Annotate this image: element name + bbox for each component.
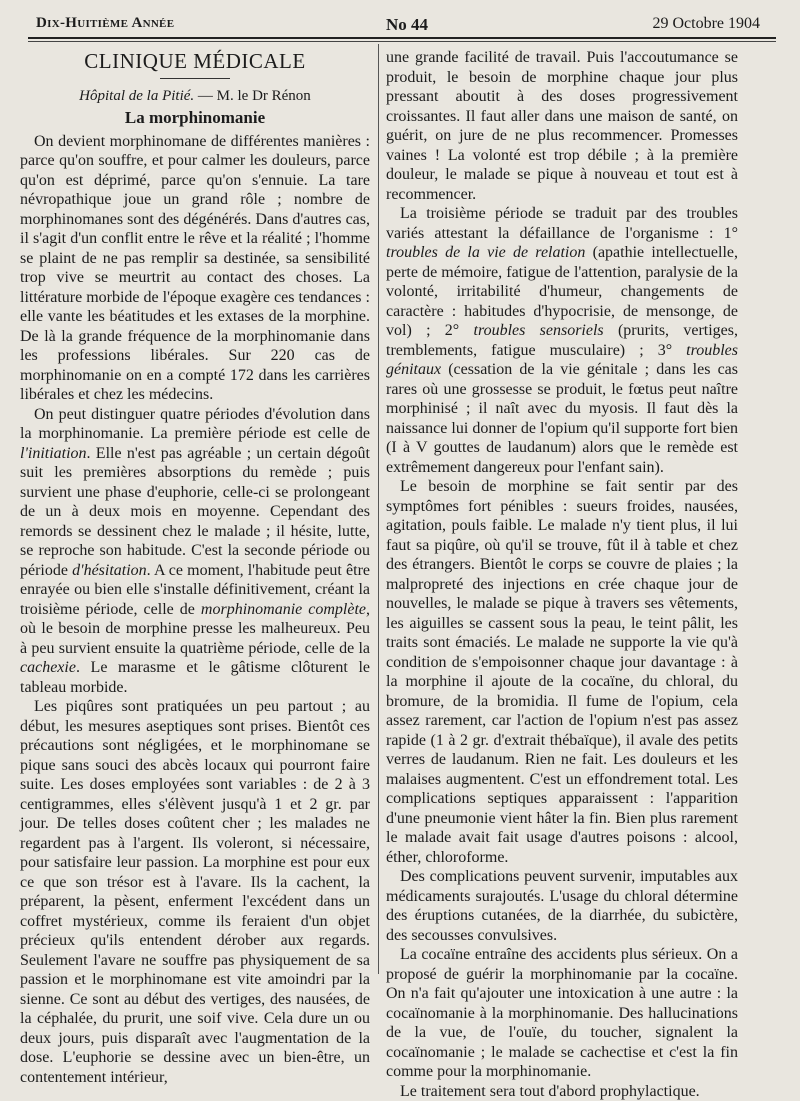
- text-run: (prurits, vertiges, tremblements, fatigue musculaire) ; 3°: [386, 322, 738, 359]
- italic-term: troubles de la vie de relation: [386, 244, 585, 261]
- header-rule: [28, 37, 776, 39]
- issue-number: No 44: [386, 15, 428, 35]
- byline-place: Hôpital de la Pitié.: [79, 88, 194, 104]
- italic-term: cachexie: [20, 659, 76, 676]
- italic-term: troubles sensoriels: [474, 322, 604, 339]
- text-run: La troisième période se traduit par des troubles variés attestant la défaillance de l'organisme : 1°: [386, 205, 738, 242]
- text-run: . Elle n'est pas agréable ; un certain dégoût suit les premières absorptions du remède ; puis survient une phase d'euphorie, celle-ci se prolongeant de un à deux mois en moyenne. Cependant des remords se dessinent chez le malade ; il hésite, lutte, se reproche son habitude. C'est la seconde période ou période: [20, 445, 370, 579]
- text-run: . Le marasme et le gâtisme clôturent le tableau morbide.: [20, 659, 370, 696]
- section-title: CLINIQUE MÉDICALE: [20, 52, 370, 72]
- column-divider: [378, 44, 379, 974]
- paragraph: [20, 405, 370, 698]
- text-run: . A ce moment, l'habitude peut être enrayée ou bien elle s'installe définitivement, créant la troisième période, celle de: [20, 562, 370, 618]
- italic-term: morphinomanie complète: [201, 601, 366, 618]
- text-run: , où le besoin de morphine presse les malheureux. Peu à peu survient ensuite la quatrième période, celle de la: [20, 601, 370, 657]
- byline: [20, 87, 370, 107]
- article-title: La morphinomanie: [20, 108, 370, 128]
- text-run: On peut distinguer quatre périodes d'évolution dans la morphinomanie. La première période est celle de: [20, 406, 370, 443]
- paragraph: [386, 204, 738, 477]
- text-run: (apathie intellectuelle, perte de mémoire, fatigue de l'attention, paralysie de la volonté, irritabilité d'humeur, changements de caractère : habitudes d'hypocrisie, de mensonge, de vol) ; 2°: [386, 244, 738, 339]
- volume-label: Dix-Huitième Année: [36, 15, 174, 32]
- issue-date: 29 Octobre 1904: [652, 15, 760, 33]
- paragraph: une grande facilité de travail. Puis l'accoutumance se produit, le besoin de morphine chaque jour plus pressant aboutit à des doses progressivement croissantes. Il faut aller dans une maison de santé, on guérit, on jure de ne plus recommencer. Promesses vaines ! La volonté est trop débile ; à la première douleur, le malade se pique à nouveau et tout est à recommencer.: [386, 48, 738, 204]
- header-rule-thin: [28, 41, 776, 42]
- italic-term: d'hésitation: [72, 562, 147, 579]
- italic-term: troubles génitaux: [386, 342, 738, 379]
- page-header: [36, 12, 760, 34]
- paragraph: On devient morphinomane de différentes manières : parce qu'on souffre, et pour calmer les douleurs, parce qu'on est déprimé, parce qu'on s'ennuie. La tare névropathique joue un grand rôle ; nombre de morphinomanes sont des dégénérés. Dans d'autres cas, il s'agit d'un conflit entre le rêve et la réalité ; l'homme se plaint de ne pas remplir sa destinée, sa sensibilité trop vive se meurtrit au contact des choses. La littérature morbide de l'époque exagère ces tendances : elle vante les béatitudes et les extases de la morphine. De là la grande fréquence de la morphinomanie dans les professions libérales. Sur 220 cas de morphinomanie on en a compté 172 dans les carrières libérales et chez les médecins.: [20, 132, 370, 405]
- title-rule: [160, 78, 230, 79]
- italic-term: l'initiation: [20, 445, 87, 462]
- left-column: [20, 48, 370, 1087]
- paragraph: La cocaïne entraîne des accidents plus sérieux. On a proposé de guérir la morphinomanie par la cocaïne. On n'a fait qu'ajouter une intoxication à une autre : la cocaïnomanie à la morphinomanie. Des hallucinations de la vue, de l'ouïe, du toucher, signalent la cocaïnomanie ; le malade se cachectise et c'est la fin comme pour la morphinomanie.: [386, 945, 738, 1082]
- paragraph: Les piqûres sont pratiquées un peu partout ; au début, les mesures aseptiques sont prises. Bientôt ces précautions sont négligées, et le morphinomane se pique sans souci des abcès locaux qui pourront faire suite. Les doses employées sont variables : de 2 à 3 centigrammes, elles s'élèvent jusqu'à 1 et 2 gr. par jour. De telles doses coûtent cher ; les malades ne regardent pas à l'argent. Ils voleront, si nécessaire, pour satisfaire leur passion. La morphine est pour eux ce que son trésor est à l'avare. Ils la cachent, la préparent, la pèsent, enferment l'excédent dans un coffret mystérieux, comme ils feraient d'un objet précieux qu'ils entendent dérober aux regards. Seulement l'avare ne souffre pas physiquement de sa passion et le morphinomane est vite amoindri par la sienne. Ce sont au début des vertiges, des nausées, de la céphalée, du prurit, une soif vive. Cela dure un ou deux jours, puis disparaît avec l'augmentation de la dose. L'euphorie se dessine avec un bien-être, un contentement intérieur,: [20, 697, 370, 1087]
- right-column: [386, 48, 738, 1101]
- text-run: (cessation de la vie génitale ; dans les cas rares où une grossesse se produit, le fœtus peut naître morphinisé ; il naît avec du myosis. Il faut dès la naissance lui donner de l'opium qu'il supporte fort bien (I à V gouttes de laudanum) alors que le remède est extrêmement dangereux pour l'enfant sain).: [386, 361, 738, 476]
- byline-author: — M. le Dr Rénon: [194, 88, 311, 104]
- paragraph: Des complications peuvent survenir, imputables aux médicaments surajoutés. L'usage du chloral détermine des éruptions cutanées, de la diarrhée, du subictère, des secousses convulsives.: [386, 867, 738, 945]
- paragraph: Le besoin de morphine se fait sentir par des symptômes fort pénibles : sueurs froides, nausées, agitation, pouls faible. Le malade n'y tient plus, il lui faut sa piqûre, où qu'il se trouve, fût il à table et chez des étrangers. Bientôt le corps se couvre de plaies ; la malpropreté des injections en crée chaque jour de nouvelles, le malade se pique à travers ses vêtements, les aiguilles se cassent sous la peau, le teint pâlit, les traits sont émaciés. Le malade ne supporte la vie qu'à condition de s'empoisonner chaque jour davantage : à la morphine il ajoute de la cocaïne, du chloral, du bromure, de la bromidia. Il fume de l'opium, cela assez rarement, car l'action de l'opium n'est pas assez rapide (1 à 2 gr. d'extrait thébaïque), il avale des petits verres de laudanum. Rien ne fait. Les douleurs et les malaises augmentent. C'est un effondrement total. Les complications septiques apparaissent : l'apparition d'une pneumonie vient hâter la fin. Bien plus rarement le malade avait fait usage d'autres poisons : alcool, éther, chloroforme.: [386, 477, 738, 867]
- paragraph: Le traitement sera tout d'abord prophylactique.: [386, 1082, 738, 1101]
